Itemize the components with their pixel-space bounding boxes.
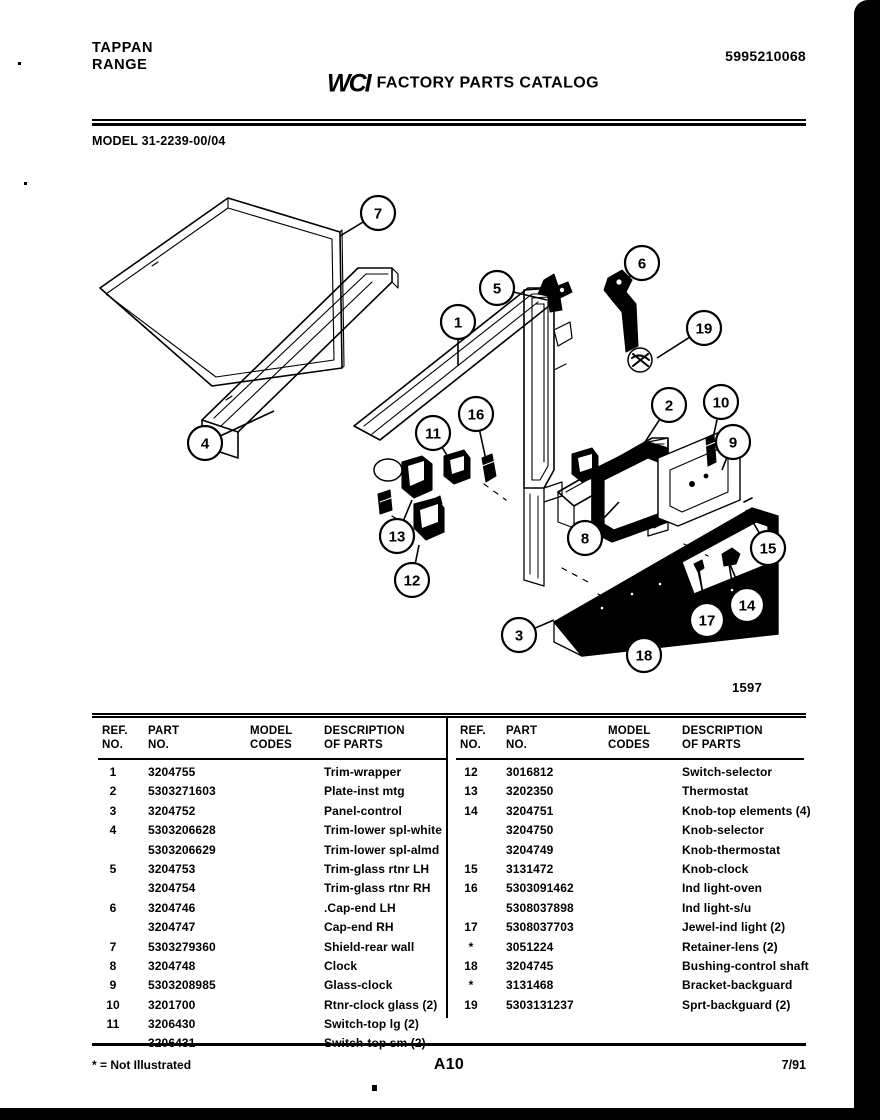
model-number-label: MODEL 31-2239-00/04 xyxy=(92,134,226,148)
table-header-right xyxy=(450,718,806,758)
cell-description: Panel-control xyxy=(324,803,402,818)
callout-number: 1 xyxy=(453,314,463,332)
cell-ref-no: 15 xyxy=(464,861,478,876)
callout-number: 2 xyxy=(664,397,674,415)
callout-number: 16 xyxy=(467,406,485,424)
table-row xyxy=(92,881,448,900)
cell-part-no: 3201700 xyxy=(148,997,196,1012)
cell-ref-no: 17 xyxy=(464,920,478,935)
cell-ref-no: * xyxy=(468,978,474,993)
cell-description: .Cap-end LH xyxy=(324,900,396,915)
cell-ref-no: 16 xyxy=(464,881,478,896)
catalog-title-text: FACTORY PARTS CATALOG xyxy=(376,74,599,92)
brand-name: TAPPAN xyxy=(92,40,154,56)
table-row xyxy=(450,843,806,862)
figure-number: 1597 xyxy=(732,680,763,695)
cell-ref-no: 19 xyxy=(464,997,478,1012)
part-rtnr-clock-glass xyxy=(706,434,716,466)
header-model-codes: MODEL xyxy=(250,725,293,737)
table-row xyxy=(92,959,448,978)
callout-19 xyxy=(657,311,721,358)
table-row xyxy=(450,998,806,1017)
brand-category: RANGE xyxy=(92,57,148,73)
callout-number: 14 xyxy=(738,597,756,615)
header-rule xyxy=(92,119,806,121)
callout-leader-line xyxy=(404,500,412,520)
table-row xyxy=(450,978,806,997)
callout-number: 8 xyxy=(580,530,590,548)
cell-part-no: 3202350 xyxy=(506,784,554,799)
cell-part-no: 5308037703 xyxy=(506,920,574,935)
cell-part-no: 3131468 xyxy=(506,978,554,993)
callout-leader-line xyxy=(480,431,486,460)
header-description: DESCRIPTION xyxy=(682,725,763,737)
cell-ref-no: 13 xyxy=(464,784,478,799)
callout-number: 5 xyxy=(492,280,502,298)
callout-11 xyxy=(416,416,450,460)
callout-number: 7 xyxy=(373,205,383,223)
table-row xyxy=(450,920,806,939)
cell-description: Rtnr-clock glass (2) xyxy=(324,997,438,1012)
revision-date: 7/91 xyxy=(781,1058,806,1072)
header-part-no: PART xyxy=(506,725,538,737)
cell-description: Shield-rear wall xyxy=(324,939,415,954)
header-part-no: PART xyxy=(148,725,180,737)
cell-part-no: 3016812 xyxy=(506,765,554,779)
cell-part-no: 3204755 xyxy=(148,765,196,779)
callout-number: 3 xyxy=(514,627,524,645)
cell-part-no: 3206430 xyxy=(148,1017,196,1032)
header-part-no-2: NO. xyxy=(506,739,528,751)
table-row xyxy=(92,1017,448,1036)
table-row xyxy=(450,823,806,842)
cell-part-no: 5303206628 xyxy=(148,823,216,838)
cell-description: Ind light-oven xyxy=(682,881,763,896)
parts-table xyxy=(92,713,811,1033)
cell-description: Trim-lower spl-white xyxy=(324,823,443,838)
cell-ref-no: 3 xyxy=(109,803,117,818)
callout-leader-line xyxy=(415,545,419,563)
cell-description: Knob-thermostat xyxy=(682,842,781,857)
table-row xyxy=(92,1036,448,1055)
part-switch-top xyxy=(444,448,598,484)
callout-number: 10 xyxy=(712,394,730,412)
callout-number: 17 xyxy=(698,612,716,630)
catalog-number: 5995210068 xyxy=(725,48,806,64)
header-rule-thick xyxy=(92,123,806,126)
scan-edge-bottom xyxy=(0,1108,880,1120)
parts-table-right-column xyxy=(450,718,811,1028)
cell-ref-no: 11 xyxy=(106,1017,120,1032)
footer-rule xyxy=(92,1043,806,1046)
cell-part-no: 3204747 xyxy=(148,920,196,935)
header-model-codes-2: CODES xyxy=(608,739,650,751)
table-row xyxy=(450,784,806,803)
page-footer xyxy=(92,1056,806,1080)
cell-ref-no: 14 xyxy=(464,803,478,818)
callout-number: 9 xyxy=(728,434,738,452)
header-ref-no-2: NO. xyxy=(460,739,482,751)
parts-rows-right xyxy=(450,765,811,1017)
callout-3 xyxy=(502,618,554,652)
table-row xyxy=(92,784,448,803)
part-trim-lower-spl xyxy=(202,268,398,458)
cell-description: Trim-glass rtnr LH xyxy=(324,861,430,876)
cell-ref-no: * xyxy=(468,939,474,954)
part-trim-glass-rtnr xyxy=(538,274,572,312)
cell-ref-no: 2 xyxy=(109,784,117,799)
parts-table-left-column xyxy=(92,718,448,1032)
cell-part-no: 3204752 xyxy=(148,803,196,818)
cell-description: Thermostat xyxy=(682,784,749,799)
table-row xyxy=(92,843,448,862)
cell-part-no: 3204754 xyxy=(148,881,196,896)
cell-part-no: 3204748 xyxy=(148,958,196,973)
callout-number: 13 xyxy=(388,528,406,546)
cell-description: Knob-top elements (4) xyxy=(682,803,811,818)
table-row xyxy=(450,862,806,881)
cell-ref-no: 6 xyxy=(109,900,117,915)
cell-ref-no: 8 xyxy=(109,958,117,973)
cell-ref-no: 7 xyxy=(109,939,117,954)
cell-part-no: 3051224 xyxy=(506,939,554,954)
header-part-no-2: NO. xyxy=(148,739,170,751)
cell-part-no: 3204745 xyxy=(506,958,554,973)
table-row xyxy=(92,978,448,997)
cell-ref-no: 18 xyxy=(464,958,478,973)
page-header xyxy=(92,40,806,98)
header-model-codes: MODEL xyxy=(608,725,651,737)
part-thermostat xyxy=(374,456,432,498)
callout-number: 12 xyxy=(403,572,421,590)
callout-7 xyxy=(340,196,395,236)
parts-rows-left xyxy=(92,765,448,1056)
cell-ref-no: 12 xyxy=(464,765,478,779)
catalog-title-block xyxy=(327,70,599,99)
table-row xyxy=(92,998,448,1017)
cell-part-no: 5303271603 xyxy=(148,784,216,799)
cell-description: Bracket-backguard xyxy=(682,978,793,993)
cell-description: Switch-selector xyxy=(682,765,773,779)
cell-description: Plate-inst mtg xyxy=(324,784,405,799)
header-ref-no-2: NO. xyxy=(102,739,124,751)
cell-part-no: 5303206629 xyxy=(148,842,216,857)
header-description-2: OF PARTS xyxy=(682,739,741,751)
callout-leader-line xyxy=(340,222,363,236)
table-row xyxy=(450,901,806,920)
table-row xyxy=(92,765,448,784)
callout-4 xyxy=(188,411,274,460)
callout-number: 15 xyxy=(759,540,777,558)
callout-leader-line xyxy=(535,620,554,628)
part-cap-end xyxy=(604,270,638,352)
header-ref-no: REF. xyxy=(460,725,486,737)
cell-part-no: 3204746 xyxy=(148,900,196,915)
callout-leader-line xyxy=(220,411,274,436)
header-model-codes-2: CODES xyxy=(250,739,292,751)
cell-part-no: 3204751 xyxy=(506,803,554,818)
cell-part-no: 3131472 xyxy=(506,861,554,876)
cell-description: Bushing-control shaft xyxy=(682,958,809,973)
cell-description: Trim-wrapper xyxy=(324,765,402,779)
part-switch-selector xyxy=(414,496,444,540)
cell-part-no: 5303208985 xyxy=(148,978,216,993)
table-row xyxy=(92,804,448,823)
table-header-rule xyxy=(456,758,804,760)
brand-block xyxy=(92,40,153,74)
table-row xyxy=(92,920,448,939)
callout-number: 4 xyxy=(200,435,210,453)
table-row xyxy=(92,862,448,881)
callout-number: 11 xyxy=(425,425,441,443)
cell-description: Knob-selector xyxy=(682,823,764,838)
cell-description: Glass-clock xyxy=(324,978,393,993)
part-sprt-backguard xyxy=(628,348,652,372)
table-row xyxy=(450,881,806,900)
cell-ref-no: 4 xyxy=(109,823,117,838)
diagram-svg xyxy=(92,170,806,700)
cell-part-no: 5303279360 xyxy=(148,939,216,954)
cell-description: Trim-lower spl-almd xyxy=(324,842,440,857)
part-knob-clock-marker xyxy=(744,498,752,502)
cell-part-no: 3204753 xyxy=(148,861,196,876)
cell-description: Trim-glass rtnr RH xyxy=(324,881,431,896)
callout-number: 6 xyxy=(637,255,647,273)
callout-number: 18 xyxy=(635,647,653,665)
table-row xyxy=(92,940,448,959)
table-top-rule xyxy=(92,713,806,715)
cell-ref-no: 9 xyxy=(109,978,117,993)
table-header-left xyxy=(92,718,448,758)
cell-description: Retainer-lens (2) xyxy=(682,939,778,954)
exploded-parts-diagram xyxy=(92,170,806,700)
cell-description: Knob-clock xyxy=(682,861,749,876)
table-row xyxy=(450,765,806,784)
cell-description: Sprt-backguard (2) xyxy=(682,997,791,1012)
header-description-2: OF PARTS xyxy=(324,739,383,751)
table-row xyxy=(450,958,809,978)
cell-part-no: 3204750 xyxy=(506,823,554,838)
cell-ref-no: 1 xyxy=(109,765,117,779)
cell-ref-no: 10 xyxy=(106,997,120,1012)
table-row xyxy=(92,823,448,842)
header-description: DESCRIPTION xyxy=(324,725,405,737)
callout-6 xyxy=(616,246,659,292)
table-row xyxy=(450,803,811,823)
cell-description: Cap-end RH xyxy=(324,920,394,935)
page-number: A10 xyxy=(433,1056,465,1073)
table-header-rule xyxy=(98,758,446,760)
cell-description: Clock xyxy=(324,958,358,973)
cell-ref-no: 5 xyxy=(109,861,117,876)
cell-part-no: 3204749 xyxy=(506,842,554,857)
callout-number: 19 xyxy=(695,320,713,338)
scan-edge-right xyxy=(854,0,880,1120)
cell-description: Switch-top lg (2) xyxy=(324,1017,420,1032)
part-shield-rear-wall xyxy=(100,198,344,386)
cell-description: Jewel-ind light (2) xyxy=(682,920,786,935)
table-row xyxy=(450,940,806,959)
callout-2 xyxy=(645,388,686,442)
callout-leader-line xyxy=(657,337,690,358)
table-row xyxy=(92,901,448,920)
header-ref-no: REF. xyxy=(102,725,128,737)
cell-part-no: 5303091462 xyxy=(506,881,574,896)
cell-part-no: 5303131237 xyxy=(506,997,574,1012)
cell-part-no: 5308037898 xyxy=(506,900,574,915)
not-illustrated-note: * = Not Illustrated xyxy=(92,1058,192,1072)
wci-logo: WCI xyxy=(327,69,370,98)
cell-description: Ind light-s/u xyxy=(682,900,752,915)
